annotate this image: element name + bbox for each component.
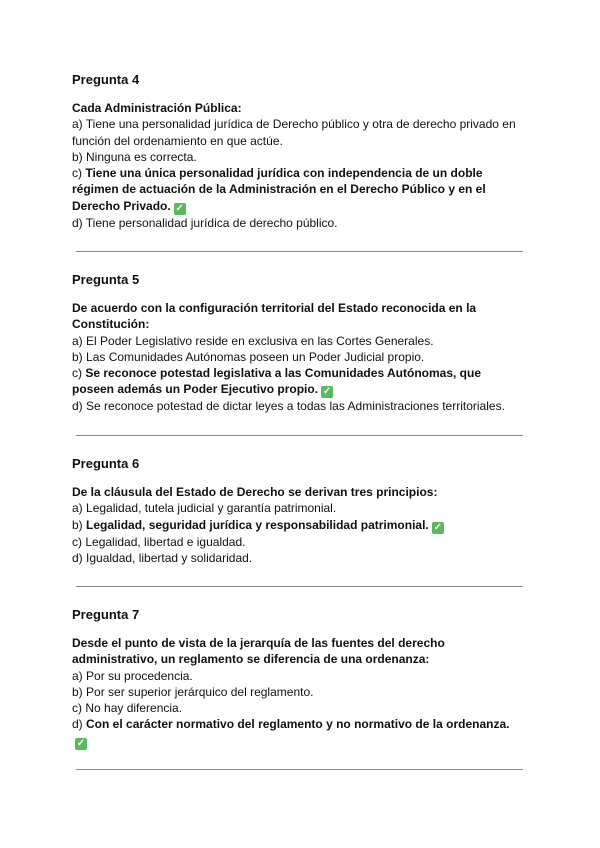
question-block bbox=[72, 272, 524, 415]
option-a: a) Tiene una personalidad jurídica de Derecho público y otra de derecho privado en función del ordenamiento en que actúe. bbox=[72, 117, 516, 148]
option-a: a) El Poder Legislativo reside en exclusiva en las Cortes Generales. bbox=[72, 333, 434, 348]
option-d: d) Con el carácter normativo del reglamento y no normativo de la ordenanza.✓ bbox=[72, 717, 510, 749]
question-stem: Cada Administración Pública: bbox=[72, 101, 242, 115]
question-title: Pregunta 7 bbox=[72, 607, 140, 622]
question-title: Pregunta 5 bbox=[72, 272, 140, 287]
option-b: b) Ninguna es correcta. bbox=[72, 149, 197, 164]
question-title: Pregunta 6 bbox=[72, 456, 140, 471]
question-block bbox=[72, 72, 524, 231]
option-d: d) Igualdad, libertad y solidaridad. bbox=[72, 550, 253, 565]
question-stem: De la cláusula del Estado de Derecho se derivan tres principios: bbox=[72, 485, 438, 499]
option-c: c) Se reconoce potestad legislativa a las Comunidades Autónomas, que poseen además un Poder Ejecutivo propio. ✓ bbox=[72, 366, 482, 398]
option-b: b) Por ser superior jerárquico del reglamento. bbox=[72, 684, 314, 699]
question-title: Pregunta 4 bbox=[72, 72, 140, 87]
check-mark-icon: ✓ bbox=[175, 202, 184, 214]
check-mark-icon: ✓ bbox=[76, 737, 86, 749]
divider bbox=[76, 435, 523, 436]
check-mark-icon: ✓ bbox=[322, 386, 332, 398]
option-c: c) No hay diferencia. bbox=[72, 701, 183, 716]
option-b: b) Las Comunidades Autónomas poseen un Poder Judicial propio. bbox=[72, 349, 425, 364]
question-block bbox=[72, 607, 524, 750]
question-block bbox=[72, 456, 524, 566]
divider bbox=[76, 769, 523, 770]
divider bbox=[76, 251, 523, 252]
option-c: c) Legalidad, libertad e igualdad. bbox=[72, 534, 246, 549]
option-c: c) Tiene una única personalidad jurídica con independencia de un doble régimen de actuación de la Administración en el Derecho Público y en el Derecho Privado. ✓ bbox=[72, 166, 486, 214]
option-d: d) Tiene personalidad jurídica de derecho público. bbox=[72, 215, 338, 230]
option-d: d) Se reconoce potestad de dictar leyes a todas las Administraciones territoriales. bbox=[72, 399, 505, 414]
option-b: b) Legalidad, seguridad jurídica y responsabilidad patrimonial. ✓ bbox=[72, 517, 442, 533]
option-a: a) Legalidad, tutela judicial y garantía patrimonial. bbox=[72, 501, 337, 516]
check-mark-icon: ✓ bbox=[433, 521, 442, 533]
question-stem: De acuerdo con la configuración territorial del Estado reconocida en la Constitución: bbox=[72, 301, 477, 332]
option-a: a) Por su procedencia. bbox=[72, 668, 193, 683]
divider bbox=[76, 586, 523, 587]
question-stem: Desde el punto de vista de la jerarquía de las fuentes del derecho administrativo, un reglamento se diferencia de una ordenanza: bbox=[72, 636, 445, 667]
